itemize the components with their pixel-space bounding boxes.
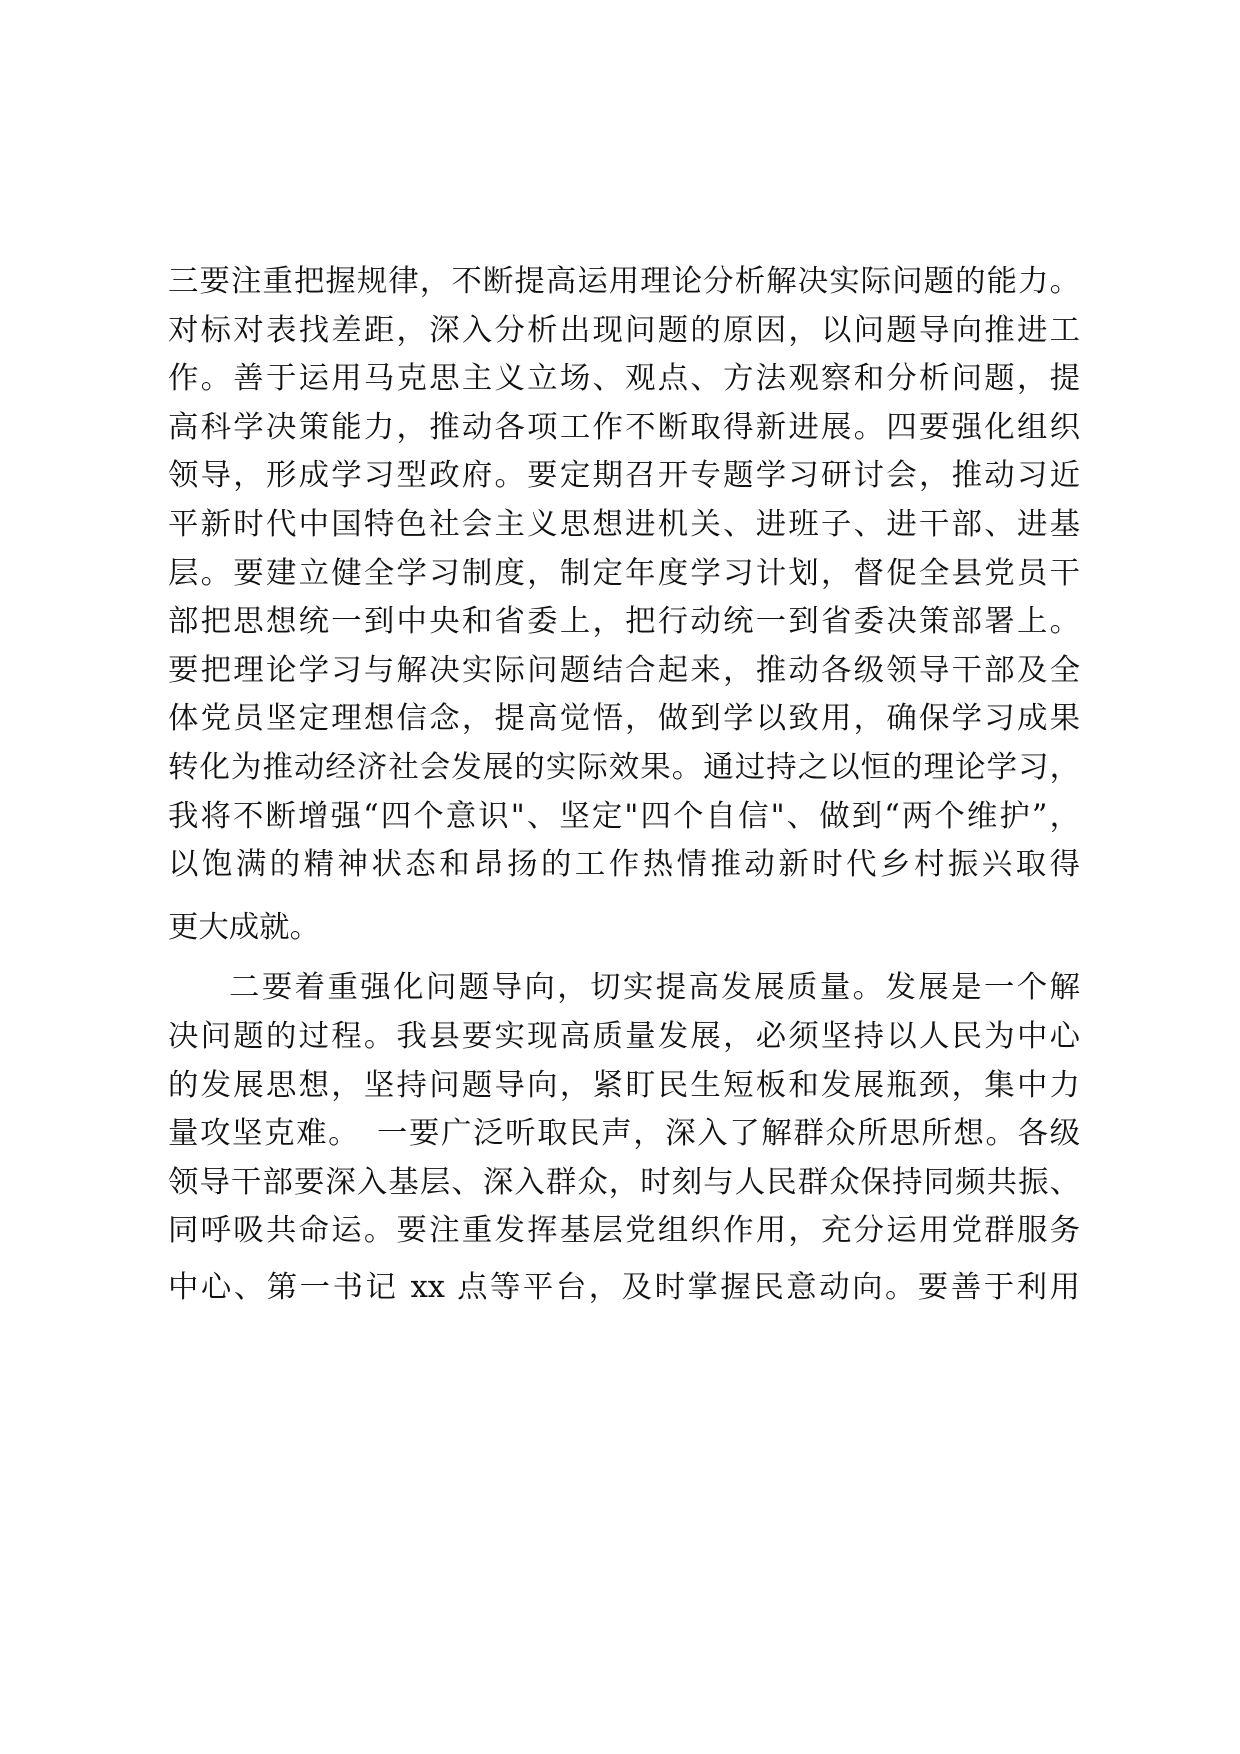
text-line: 以饱满的精神状态和昂扬的工作热情推动新时代乡村振兴取得 [168, 847, 1080, 883]
paragraph-1 [168, 258, 1080, 952]
text-line: 转化为推动经济社会发展的实际效果。通过持之以恒的理论学习， [168, 749, 1080, 785]
text-line: 要把理论学习与解决实际问题结合起来，推动各级领导干部及全 [168, 652, 1080, 688]
text-line: 中心、第一书记 xx 点等平台，及时掌握民意动向。要善于利用 [168, 1269, 1080, 1305]
text-line: 高科学决策能力，推动各项工作不断取得新进展。四要强化组织 [168, 409, 1080, 445]
document-body [168, 258, 1080, 1312]
text-line: 的发展思想，坚持问题导向，紧盯民生短板和发展瓶颈，集中力 [168, 1067, 1080, 1103]
text-line: 部把思想统一到中央和省委上，把行动统一到省委决策部署上。 [168, 604, 1080, 640]
text-line: 同呼吸共命运。要注重发挥基层党组织作用，充分运用党群服务 [168, 1213, 1080, 1249]
text-line: 二要着重强化问题导向，切实提高发展质量。发展是一个解 [229, 970, 1080, 1006]
text-line: 领导，形成学习型政府。要定期召开专题学习研讨会，推动习近 [168, 458, 1080, 494]
text-line: 更大成就。 [168, 909, 320, 945]
text-line: 平新时代中国特色社会主义思想进机关、进班子、进干部、进基 [168, 506, 1080, 542]
paragraph-2 [168, 964, 1080, 1312]
text-line: 领导干部要深入基层、深入群众，时刻与人民群众保持同频共振、 [168, 1164, 1080, 1200]
text-line: 决问题的过程。我县要实现高质量发展，必须坚持以人民为中心 [168, 1018, 1080, 1054]
text-line: 体党员坚定理想信念，提高觉悟，做到学以致用，确保学习成果 [168, 701, 1080, 737]
text-line: 作。善于运用马克思主义立场、观点、方法观察和分析问题，提 [168, 361, 1080, 397]
text-line: 对标对表找差距，深入分析出现问题的原因，以问题导向推进工 [168, 312, 1080, 348]
text-line: 我将不断增强“四个意识"、坚定"四个自信"、做到“两个维护”， [168, 798, 1080, 834]
text-line: 三要注重把握规律，不断提高运用理论分析解决实际问题的能力。 [168, 264, 1080, 299]
text-line: 层。要建立健全学习制度，制定年度学习计划，督促全县党员干 [168, 555, 1080, 591]
text-line: 量攻坚克难。 一要广泛听取民声，深入了解群众所思所想。各级 [168, 1116, 1080, 1152]
